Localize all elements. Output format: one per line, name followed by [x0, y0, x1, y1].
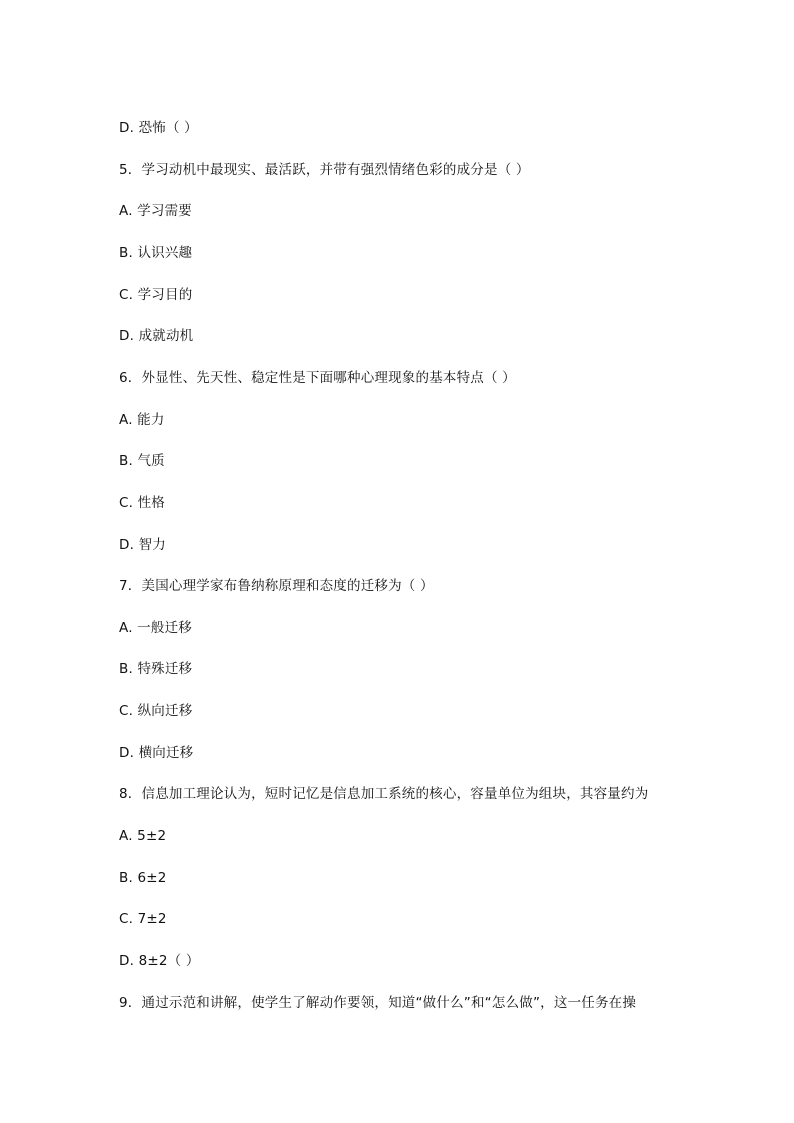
option-a-q7: A. 一般迁移: [119, 620, 192, 636]
question-8: 8．信息加工理论认为，短时记忆是信息加工系统的核心，容量单位为组块，其容量约为: [119, 786, 649, 802]
option-a-q5: A. 学习需要: [119, 203, 192, 219]
option-c-q5: C. 学习目的: [119, 287, 193, 303]
option-d-q5: D. 成就动机: [119, 328, 194, 344]
option-c-q6: C. 性格: [119, 495, 166, 511]
option-a-q6: A. 能力: [119, 412, 165, 428]
option-b-q8: B. 6±2: [119, 870, 167, 886]
option-c-q8: C. 7±2: [119, 911, 167, 927]
question-7: 7．美国心理学家布鲁纳称原理和态度的迁移为（ ）: [119, 578, 434, 594]
option-b-q6: B. 气质: [119, 453, 165, 469]
option-d-q6: D. 智力: [119, 537, 166, 553]
option-d-q8: D. 8±2（ ）: [119, 953, 200, 969]
question-5: 5．学习动机中最现实、最活跃，并带有强烈情绪色彩的成分是（ ）: [119, 162, 530, 178]
option-b-q5: B. 认识兴趣: [119, 245, 193, 261]
option-b-q7: B. 特殊迁移: [119, 661, 193, 677]
option-d-q4: D. 恐怖（ ）: [119, 120, 198, 136]
option-c-q7: C. 纵向迁移: [119, 703, 193, 719]
option-d-q7: D. 横向迁移: [119, 745, 194, 761]
option-a-q8: A. 5±2: [119, 828, 167, 844]
question-9: 9．通过示范和讲解，使学生了解动作要领，知道“做什么”和“怎么做”，这一任务在操: [119, 995, 637, 1011]
question-6: 6．外显性、先天性、稳定性是下面哪种心理现象的基本特点（ ）: [119, 370, 516, 386]
